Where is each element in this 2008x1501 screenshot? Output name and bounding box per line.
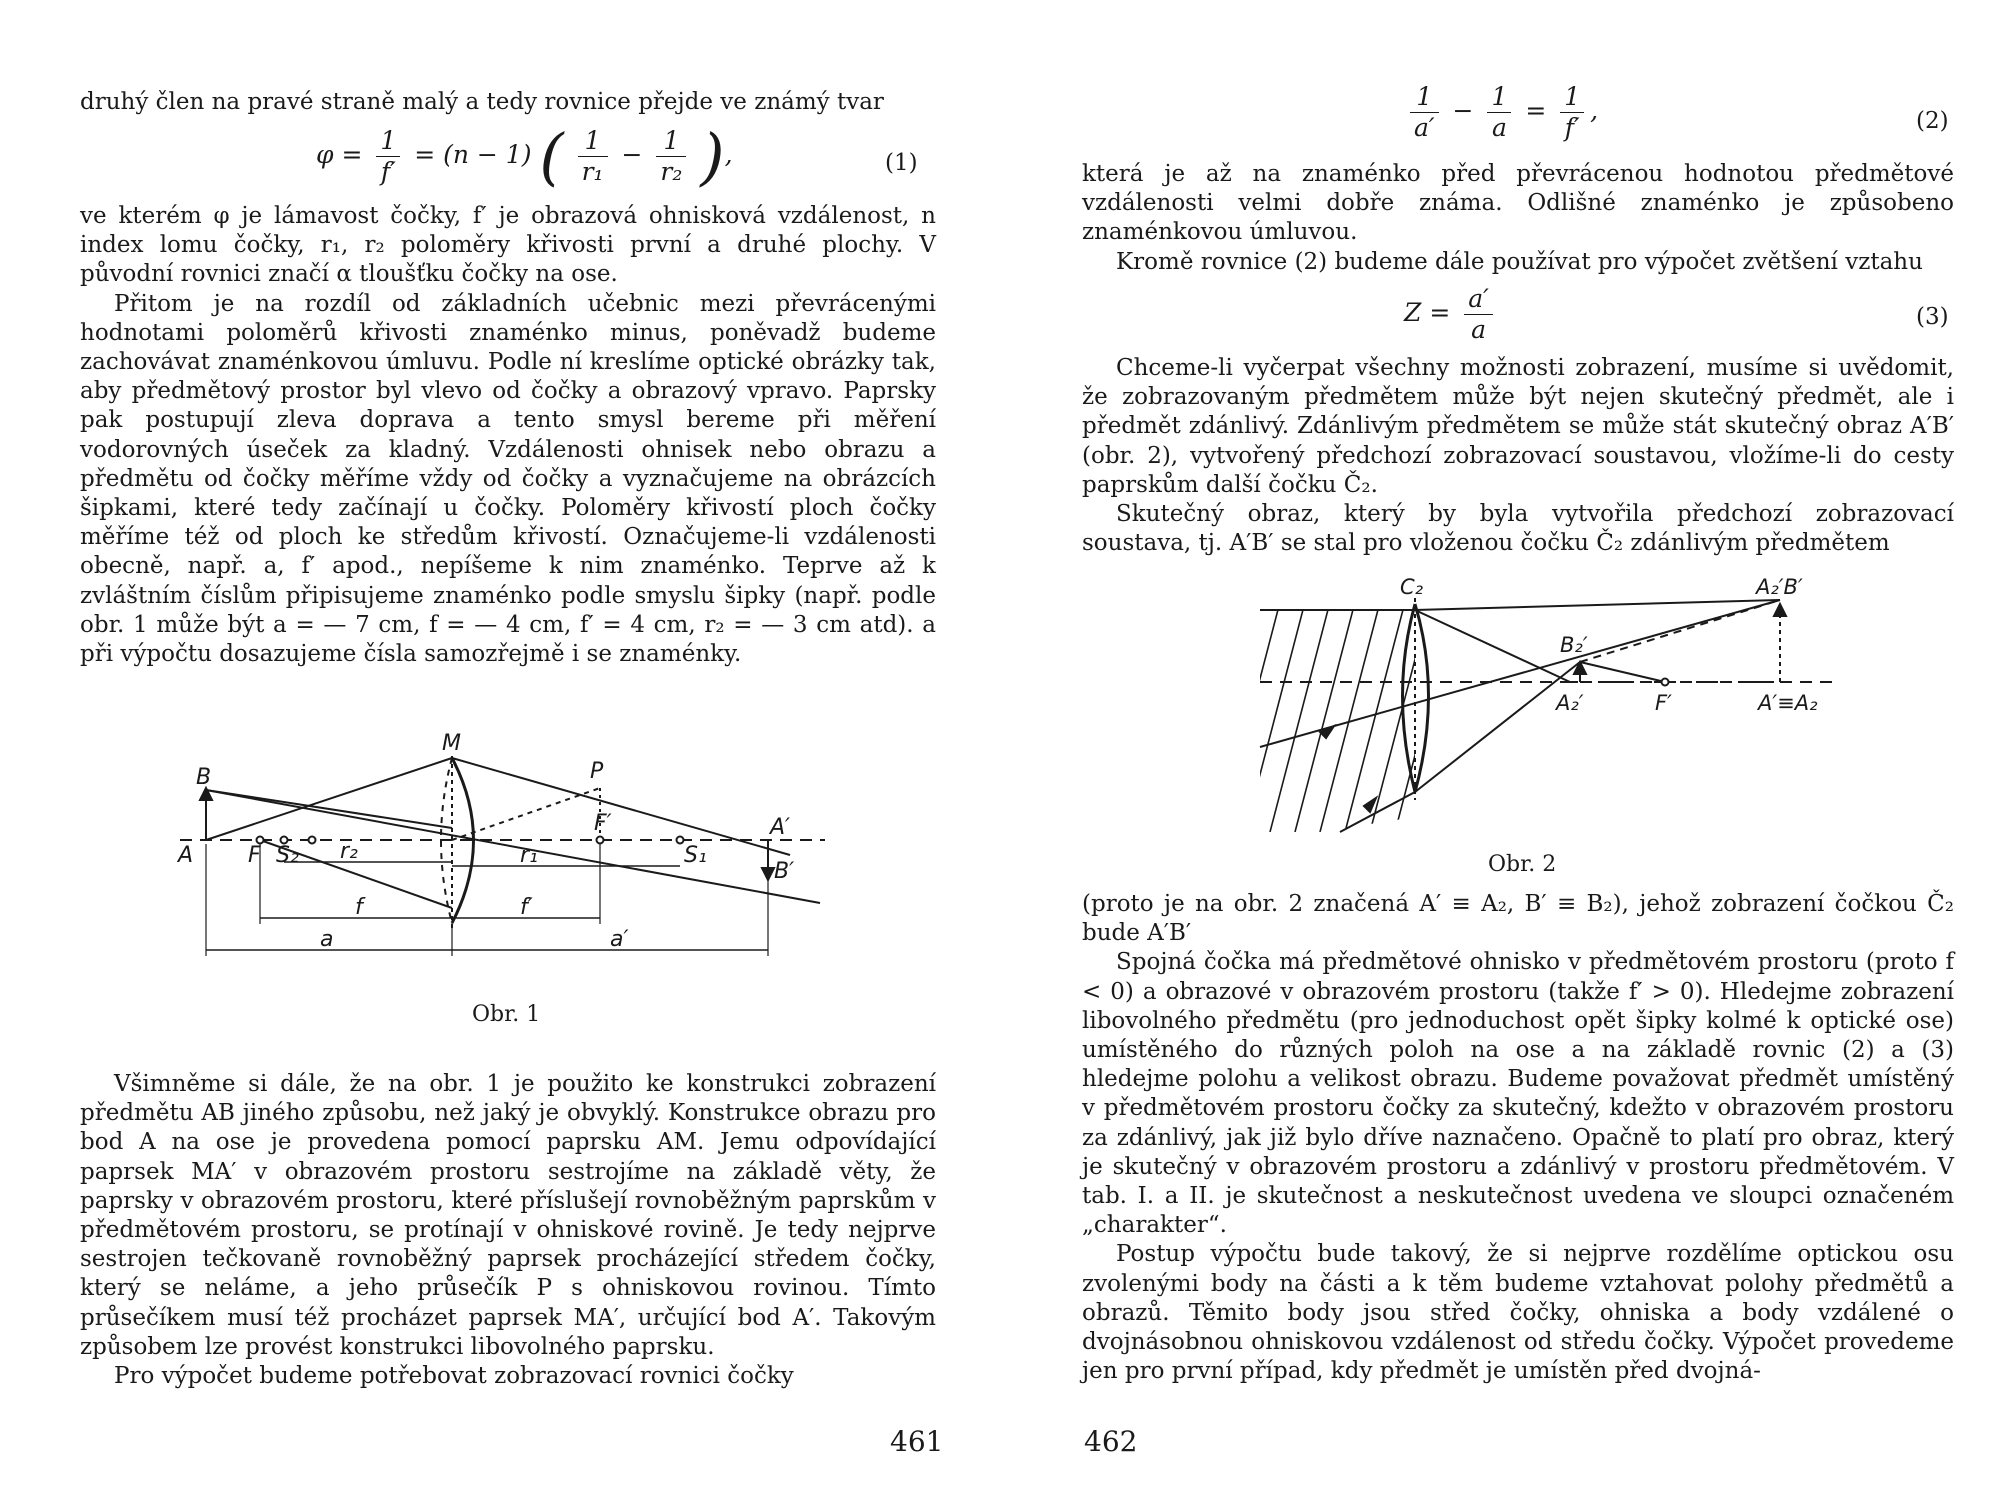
ray-bottom-refracted bbox=[1415, 662, 1580, 792]
figure-1 bbox=[178, 731, 840, 1000]
label-Bp: B′ bbox=[774, 859, 795, 884]
intro-text bbox=[80, 88, 936, 117]
label-r1: r₁ bbox=[520, 843, 538, 868]
page-462 bbox=[1004, 0, 2008, 1501]
eq1-paren-close: ) bbox=[700, 120, 725, 193]
point-Fp bbox=[597, 837, 604, 844]
label-Fp: F′ bbox=[594, 811, 612, 836]
equation-1: φ = $\frac{1}{f'}$ = (n − 1) ( $\frac{1}{\text{r₁}}$ − $\frac{1}{\text{r₂}}$ ), bbox=[316, 120, 733, 193]
label-C2: C₂ bbox=[1400, 575, 1424, 599]
page-number-461: 461 bbox=[890, 1425, 944, 1458]
ray-top-refracted bbox=[1415, 610, 1570, 682]
label-F: F bbox=[248, 843, 261, 868]
label-P: P bbox=[590, 759, 604, 784]
label-Ap: A′ bbox=[770, 815, 791, 840]
eq1-frac-r1: $\frac{1}{\text{r₁}}$ bbox=[578, 126, 608, 187]
ray-to-B bbox=[1415, 600, 1780, 610]
label-A: A bbox=[178, 843, 194, 868]
label-Fp-2: F′ bbox=[1655, 691, 1672, 715]
p-notation: (proto je na obr. 2 značená A′ ≡ A₂, B′ ≡ B₂), jehož zobrazení čočkou Č₂ bude A′B′ bbox=[1082, 891, 1954, 947]
object-arrowhead-2 bbox=[1774, 604, 1786, 616]
ray-to-F bbox=[1580, 662, 1665, 682]
eq2-frac-a: $\frac{1}{a}$ bbox=[1487, 82, 1511, 143]
p-lead: Pro výpočet budeme potřebovat zobrazovací rovnici čočky bbox=[114, 1363, 794, 1390]
ray-arrowhead-2 bbox=[1364, 798, 1376, 812]
left-body-2 bbox=[80, 1070, 936, 1391]
point-S1 bbox=[677, 837, 684, 844]
right-body-1 bbox=[1082, 160, 1954, 277]
ray-B-upper bbox=[206, 790, 452, 828]
label-ap: a′ bbox=[610, 927, 629, 952]
p-real-image: Skutečný obraz, který by byla vytvořila předchozí zobrazovací soustava, tj. A′B′ se stal pro vloženou čočku Č₂ zdánlivým předmětem bbox=[1082, 501, 1954, 557]
p-magnification: Kromě rovnice (2) budeme dále používat pro výpočet zvětšení vztahu bbox=[1116, 248, 1923, 275]
p-convex: Spojná čočka má předmětové ohnisko v předmětovém prostoru (proto f < 0) a obrazové v obrazovém prostoru (takže f′ > 0). Hledejme zobrazení libovolného předmětu (pro jednoduchost opět šipky kolmé k optické ose) umístěného do různých poloh na ose a na základě rovnic (2) a (3) hledejme polohu a velikost obrazu. Budeme považovat předmět umístěný v předmětovém prostoru čočky za skutečný, kdežto v obrazovém prostoru za zdánlivý, jak již bylo dříve naznačeno. Opačně to platí pro obraz, který je skutečný v obrazovém prostoru a zdánlivý v prostoru předmětovém. V tab. I. a II. je skutečnost a neskutečnost uvedena ve sloupci označeném „charakter“. bbox=[1082, 949, 1954, 1239]
label-M: M bbox=[442, 731, 461, 756]
label-A2p: A₂′ bbox=[1556, 691, 1584, 715]
hatched-region bbox=[1220, 602, 1480, 832]
p-convention: Přitom je na rozdíl od základních učebnic mezi převrácenými hodnotami poloměrů křivosti znaménko minus, poněvadž budeme zachovávat znaménkovou úmluvu. Podle ní kreslíme optické obrázky tak, aby předmětový prostor byl vlevo od čočky a obrazový vpravo. Paprsky pak postupují zleva doprava a tento smysl bereme při měření vodorovných úseček za kladný. Vzdálenosti ohnisek nebo obrazu a předmětu od čočky měříme vždy od čočky a vyznačujeme na obrázcích šipkami, které tedy začínají u čočky. Poloměry křivostí ploch čočky měříme též od ploch ke středům křivostí. Označujeme-li vzdálenosti obecně, např. a, f′ apod., nepíšeme k nim znaménko. Teprve až k zvláštním číslům připisujeme znaménko podle smyslu šipky (např. podle obr. 1 může být a = — 7 cm, f = — 4 cm, f′ = 4 cm, r₂ = — 3 cm atd). a při výpočtu dosazujeme čísla samozřejmě i se znaménky. bbox=[80, 290, 936, 668]
label-S1: S₁ bbox=[684, 843, 707, 868]
eq2-number: (2) bbox=[1916, 108, 1949, 134]
point-Fp-2 bbox=[1662, 679, 1669, 686]
eq3-frac: $\frac{a'}{a}$ bbox=[1464, 284, 1493, 345]
eq1-number: (1) bbox=[885, 150, 918, 176]
label-ApBp: A₂′B′ bbox=[1756, 575, 1803, 599]
eq1-lhs: φ = bbox=[316, 140, 363, 169]
equation-3: Z = $\frac{a'}{a}$ bbox=[1404, 284, 1499, 345]
eq2-frac-fp: $\frac{1}{f'}$ bbox=[1560, 82, 1584, 143]
label-fp: f′ bbox=[520, 895, 533, 920]
label-B2p: B₂′ bbox=[1560, 633, 1588, 657]
p-virtual: Chceme-li vyčerpat všechny možnosti zobrazení, musíme si uvědomit, že zobrazovaným předmětem může být nejen skutečný předmět, ale i předmět zdánlivý. Zdánlivým předmětem se může stát skutečný obraz A′B′ (obr. 2), vytvořený předchozí zobrazovací soustavou, vložíme-li do cesty paprskům další čočku Č₂. bbox=[1082, 355, 1954, 498]
right-body-2 bbox=[1082, 354, 1954, 558]
eq1-frac-r2: $\frac{1}{\text{r₂}}$ bbox=[656, 126, 686, 187]
intro-line: druhý člen na pravé straně malý a tedy rovnice přejde ve známý tvar bbox=[80, 89, 884, 115]
label-r2: r₂ bbox=[340, 839, 358, 864]
p-definitions: ve kterém φ je lámavost čočky, f′ je obrazová ohnisková vzdálenost, n index lomu čočky, r₁, r₂ poloměry křivosti první a druhé plochy. V původní rovnici značí α tloušťku čočky na ose. bbox=[80, 203, 936, 288]
eq1-paren-open: ( bbox=[539, 120, 564, 193]
page-number-462: 462 bbox=[1084, 1425, 1138, 1458]
point-r2 bbox=[309, 837, 316, 844]
p-construction: Všimněme si dále, že na obr. 1 je použito ke konstrukci zobrazení předmětu AB jiného způsobu, než jaký je obvyklý. Konstrukce obrazu pro bod A na ose je provedena pomocí paprsku AM. Jemu odpovídající paprsek MA′ v obrazovém prostoru sestrojíme na základě věty, že paprsky v obrazovém prostoru, které příslušejí rovnoběžným paprskům v předmětovém prostoru, se protínají v ohniskové rovině. Je tedy nejprve sestrojen tečkovaně rovnoběžný paprsek procházející středem čočky, který se neláme, a jeho průsečík P s ohniskovou rovinou. Tímto průsečíkem musí též procházet paprsek MA′, určující bod A′. Takovým způsobem lze provést konstrukci libovolného paprsku. bbox=[80, 1071, 936, 1360]
eq1-frac-f: $\frac{1}{f'}$ bbox=[376, 126, 400, 187]
label-ApA2: A′≡A₂ bbox=[1758, 691, 1818, 715]
figure-2 bbox=[1260, 575, 1840, 847]
p-procedure: Postup výpočtu bude takový, že si nejprve rozdělíme optickou osu zvolenými body na části a k těm budeme vztahovat polohy předmětů a obrazů. Těmito body jsou střed čočky, ohniska a body vzdálené o dvojnásobnou ohniskovou vzdálenost od středu čočky. Výpočet provedeme jen pro první případ, kdy předmět je umístěn před dvojná- bbox=[1082, 1241, 1954, 1385]
eq1-mid: = (n − 1) bbox=[414, 140, 532, 169]
eq3-number: (3) bbox=[1916, 304, 1949, 330]
p-known: která je až na znaménko před převrácenou hodnotou předmětové vzdálenosti velmi dobře známa. Odlišné znaménko je způsobeno znaménkovou úmluvou. bbox=[1082, 161, 1954, 246]
ray-chief bbox=[1260, 600, 1780, 747]
right-body-3 bbox=[1082, 890, 1954, 1386]
figure-1-caption: Obr. 1 bbox=[472, 1002, 541, 1027]
lens-c2-right bbox=[1415, 604, 1429, 792]
ray-bottom bbox=[1340, 792, 1415, 832]
ray-dotted bbox=[452, 788, 600, 840]
equation-2: $\frac{1}{a'}$ − $\frac{1}{a}$ = $\frac{1}{f'}$ , bbox=[1404, 82, 1598, 143]
eq2-frac-ap: $\frac{1}{a'}$ bbox=[1410, 82, 1439, 143]
label-a: a bbox=[320, 927, 334, 952]
left-body-1 bbox=[80, 202, 936, 669]
label-B: B bbox=[196, 765, 212, 790]
figure-2-caption: Obr. 2 bbox=[1488, 852, 1557, 877]
label-S2: S₂ bbox=[276, 843, 299, 868]
label-f: f bbox=[355, 895, 363, 920]
